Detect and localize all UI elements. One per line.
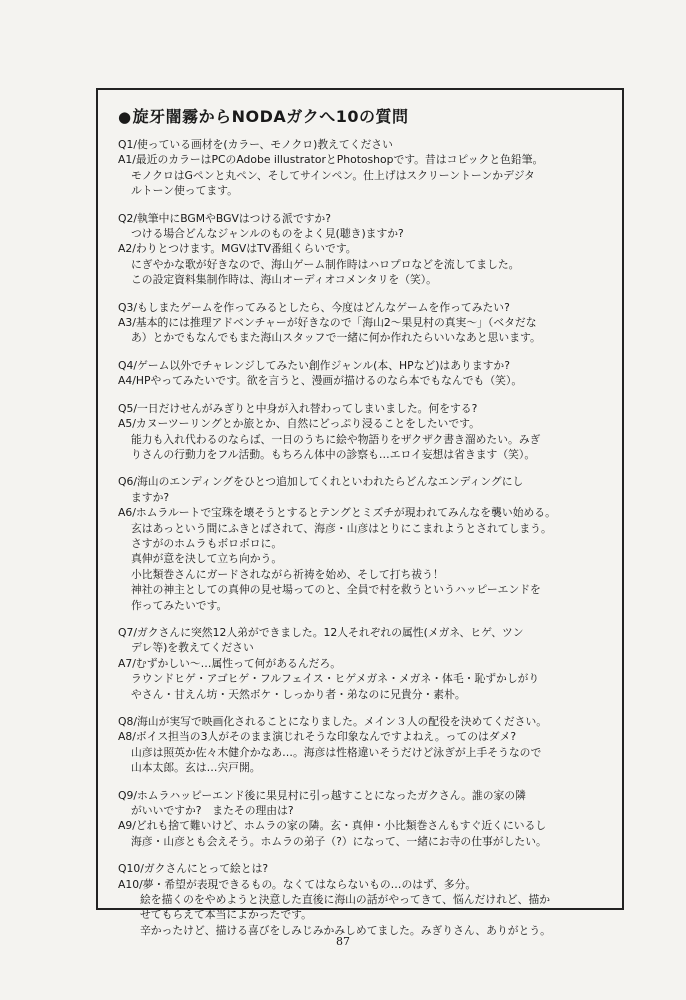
answer-line: 辛かったけど、描ける喜びをしみじみかみしめてました。みぎりさん、ありがとう。: [140, 923, 551, 937]
qa-item: [118, 358, 610, 389]
question-line: ますか?: [131, 490, 170, 504]
answer-line: A3/基本的には推理アドベンチャーが好きなので「海山2～果見村の真実～」（ベタだな: [118, 316, 537, 330]
qa-item: [118, 788, 610, 850]
answer-line: ルトーン使ってます。: [131, 184, 238, 198]
question-line: Q10/ガクさんにとって絵とは?: [118, 862, 269, 876]
answer-line: A9/どれも捨て難いけど、ホムラの家の隣。玄・真伸・小比類巻さんもすぐ近くにいるし: [118, 819, 547, 833]
qa-item: [118, 714, 610, 776]
qa-item: [118, 474, 610, 613]
answer-line: 山彦は照英か佐々木健介かなあ…。海彦は性格違いそうだけど泳ぎが上手そうなので: [131, 745, 542, 759]
qa-item: [118, 211, 610, 288]
question-line: Q8/海山が実写で映画化されることになりました。メイン３人の配役を決めてください。: [118, 715, 548, 728]
answer-line: 真伸が意を決して立ち向かう。: [131, 552, 283, 566]
qa-item: [118, 861, 610, 938]
answer-line: A2/わりとつけます。MGVはTV番組くらいです。: [118, 242, 357, 256]
question-line: がいいですか? またその理由は?: [131, 804, 294, 818]
question-line: デレ等)を教えてください: [131, 641, 254, 655]
answer-line: A6/ホムラルートで宝珠を壊そうとするとテングとミズチが現われてみんなを襲い始める。: [118, 506, 556, 520]
question-line: Q3/もしまたゲームを作ってみるとしたら、今度はどんなゲームを作ってみたい?: [118, 300, 510, 314]
answer-line: モノクロはGペンと丸ペン、そしてサインペン。仕上げはスクリーントーンかデジタ: [131, 168, 535, 182]
answer-line: 山本太郎。玄は…宍戸開。: [131, 761, 261, 775]
answer-line: A7/むずかしい～…属性って何があるんだろ。: [118, 656, 342, 670]
answer-line: にぎやかな歌が好きなので、海山ゲーム制作時はハロプロなどを流してました。: [131, 257, 520, 271]
answer-line: 小比類巻さんにガードされながら祈祷を始め、そして打ち祓う！: [131, 567, 444, 581]
answer-line: A8/ボイス担当の3人がそのまま演じれそうな印象なんですよねえ。ってのはダメ?: [118, 730, 517, 744]
answer-line: 海彦・山彦とも会えそう。ホムラの弟子（?）になって、一緒にお寺の仕事がしたい。: [131, 834, 547, 848]
answer-line: せてもらえて本当によかったです。: [140, 908, 312, 922]
answer-line: この設定資料集制作時は、海山オーディオコメンタリを（笑）。: [131, 273, 437, 287]
question-line: Q6/海山のエンディングをひとつ追加してくれといわれたらどんなエンディングにし: [118, 475, 524, 489]
question-line: つける場合どんなジャンルのものをよく見(聴き)ますか?: [131, 227, 404, 241]
answer-line: りさんの行動力をフル活動。もちろん体中の診察も…エロイ妄想は省きます（笑）。: [131, 447, 536, 461]
qa-frame: [96, 88, 624, 937]
question-line: Q9/ホムラハッピーエンド後に果見村に引っ越すことになったガクさん。誰の家の隣: [118, 788, 526, 802]
qa-item: [118, 401, 610, 463]
question-line: Q5/一日だけせんがみぎりと中身が入れ替わってしまいました。何をする?: [118, 401, 478, 415]
answer-line: A5/カヌーツーリングとか旅とか、自然にどっぷり浸ることをしたいです。: [118, 417, 480, 431]
qa-item: [118, 137, 610, 199]
answer-line: やさん・甘えん坊・天然ボケ・しっかり者・弟なのに兄貴分・素朴。: [131, 687, 466, 701]
answer-line: A10/夢・希望が表現できるもの。なくてはならないもの…のはず、多分。: [118, 877, 477, 891]
question-line: Q2/執筆中にBGMやBGVはつける派ですか?: [118, 211, 331, 225]
answer-line: A1/最近のカラーはPCのAdobe illustratorとPhotoshopです。昔はコピックと色鉛筆。: [118, 153, 544, 167]
qa-content: [118, 104, 610, 950]
title-bullet: ●: [118, 108, 132, 126]
page-title: [118, 104, 610, 127]
answer-line: 玄はあっという間にふきとばされて、海彦・山彦はとりにこまれようとされてしまう。: [131, 521, 552, 535]
answer-line: 神社の神主としての真伸の見せ場ってのと、全員で村を救うというハッピーエンドを: [131, 583, 541, 597]
question-line: Q1/使っている画材を(カラー、モノクロ)教えてください: [118, 138, 393, 151]
answer-line: 絵を描くのをやめようと決意した直後に海山の話がやってきて、悩んだけれど、描か: [140, 893, 551, 907]
answer-line: 作ってみたいです。: [131, 598, 228, 612]
answer-line: さすがのホムラもボロボロに。: [131, 536, 283, 550]
title-text: 旋牙闇霧からNODAガクへ10の質問: [132, 107, 409, 126]
qa-item: [118, 300, 610, 346]
answer-line: あ）とかでもなんでもまた海山スタッフで一緒に何か作れたらいいなあと思います。: [131, 331, 541, 345]
qa-list: [118, 137, 610, 938]
question-line: Q4/ゲーム以外でチャレンジしてみたい創作ジャンル(本、HPなど)はありますか?: [118, 358, 510, 372]
page-number: 87: [336, 935, 350, 948]
answer-line: ラウンドヒゲ・アゴヒゲ・フルフェイス・ヒゲメガネ・メガネ・体毛・恥ずかしがり: [131, 672, 540, 686]
answer-line: A4/HPやってみたいです。欲を言うと、漫画が描けるのなら本でもなんでも（笑）。: [118, 374, 523, 388]
qa-item: [118, 625, 610, 702]
question-line: Q7/ガクさんに突然12人弟ができました。12人それぞれの属性(メガネ、ヒゲ、ツン: [118, 625, 524, 639]
answer-line: 能力も入れ代わるのならば、一日のうちに絵や物語りをザクザク書き溜めたい。みぎ: [131, 432, 541, 446]
